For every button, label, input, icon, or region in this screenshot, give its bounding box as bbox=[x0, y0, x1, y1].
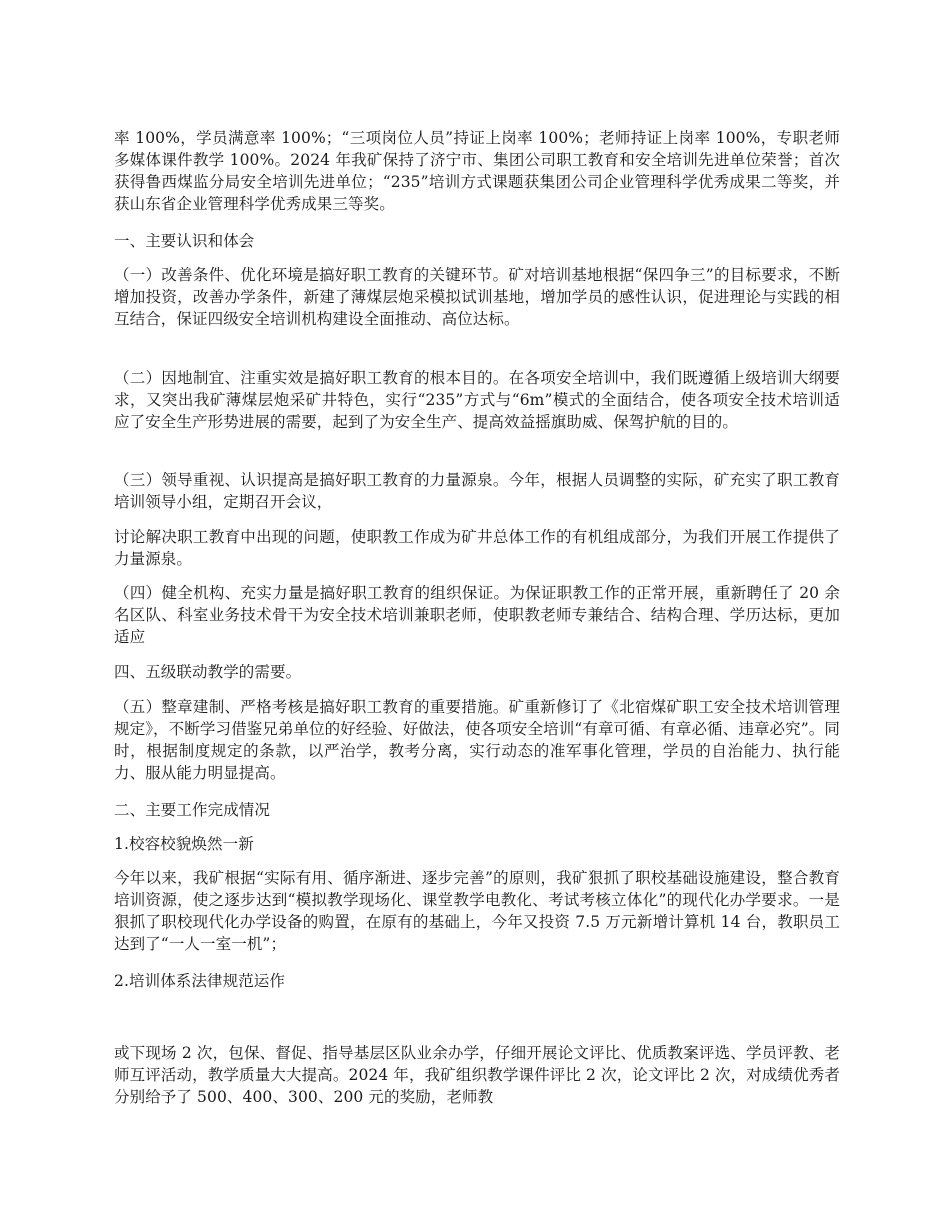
heading-campus-appearance: 1.校容校貌焕然一新 bbox=[114, 835, 254, 853]
paragraph-achievements: 率 100%，学员满意率 100%；“三项岗位人员”持证上岗率 100%；老师持证上岗率 100%，专职老师多媒体课件教学 100%。2024 年我矿保持了济宁市、集团公司职工教育和安全培训先进单位荣誉；首次获得鲁西煤监分局安全培训先进单位；“235”培训方式课题获集团公司企业管理科学优秀成果二等奖，并获山东省企业管理科学优秀成果三等奖。 bbox=[114, 129, 840, 213]
paragraph-point-3-continued: 讨论解决职工教育中出现的问题，使职教工作成为矿井总体工作的有机组成部分，为我们开展工作提供了力量源泉。 bbox=[114, 528, 840, 568]
paragraph-point-3: （三）领导重视、认识提高是搞好职工教育的力量源泉。今年，根据人员调整的实际，矿充实了职工教育培训领导小组，定期召开会议， bbox=[114, 471, 840, 511]
paragraph-point-1: （一）改善条件、优化环境是搞好职工教育的关键环节。矿对培训基地根据“保四争三”的目标要求，不断增加投资，改善办学条件，新建了薄煤层炮采模拟试训基地，增加学员的感性认识，促进理论与实践的相互结合，保证四级安全培训机构建设全面推动、高位达标。 bbox=[114, 266, 840, 328]
paragraph-training-system: 或下现场 2 次，包保、督促、指导基层区队业余办学，仔细开展论文评比、优质教案评选、学员评教、老师互评活动，教学质量大大提高。2024 年，我矿组织教学课件评比 2 次，论文评比 2 次，对成绩优秀者分别给予了 500、400、300、200 元的奖励，老师教 bbox=[114, 1044, 840, 1106]
paragraph-point-4: （四）健全机构、充实力量是搞好职工教育的组织保证。为保证职教工作的正常开展，重新聘任了 20 余名区队、科室业务技术骨干为安全技术培训兼职老师，使职教老师专兼结合、结构合理、学历达标，更加适应 bbox=[114, 584, 840, 646]
paragraph-point-2: （二）因地制宜、注重实效是搞好职工教育的根本目的。在各项安全培训中，我们既遵循上级培训大纲要求，又突出我矿薄煤层炮采矿井特色，实行“235”方式与“6m”模式的全面结合，使各项安全技术培训适应了安全生产形势进展的需要，起到了为安全生产、提高效益摇旗助威、保驾护航的目的。 bbox=[114, 369, 840, 431]
paragraph-campus-appearance: 今年以来，我矿根据“实际有用、循序渐进、逐步完善”的原则，我矿狠抓了职校基础设施建设，整合教育培训资源，使之逐步达到“模拟教学现场化、课堂教学电教化、考试考核立体化”的现代化办学要求。一是狠抓了职校现代化办学设备的购置，在原有的基础上，今年又投资 7.5 万元新增计算机 14 台，教职员工达到了“一人一室一机”； bbox=[114, 869, 840, 953]
paragraph-point-5: （五）整章建制、严格考核是搞好职工教育的重要措施。矿重新修订了《北宿煤矿职工安全技术培训管理规定》，不断学习借鉴兄弟单位的好经验、好做法，使各项安全培训“有章可循、有章必循、违章必究”。同时，根据制度规定的条款，以严治学，教考分离，实行动态的准军事化管理，学员的自治能力、执行能力、服从能力明显提高。 bbox=[114, 698, 840, 782]
paragraph-point-4-continued: 四、五级联动教学的需要。 bbox=[114, 663, 302, 681]
heading-work-completion: 二、主要工作完成情况 bbox=[114, 801, 271, 819]
heading-training-system: 2.培训体系法律规范运作 bbox=[114, 972, 285, 990]
heading-main-understanding: 一、主要认识和体会 bbox=[114, 232, 255, 250]
